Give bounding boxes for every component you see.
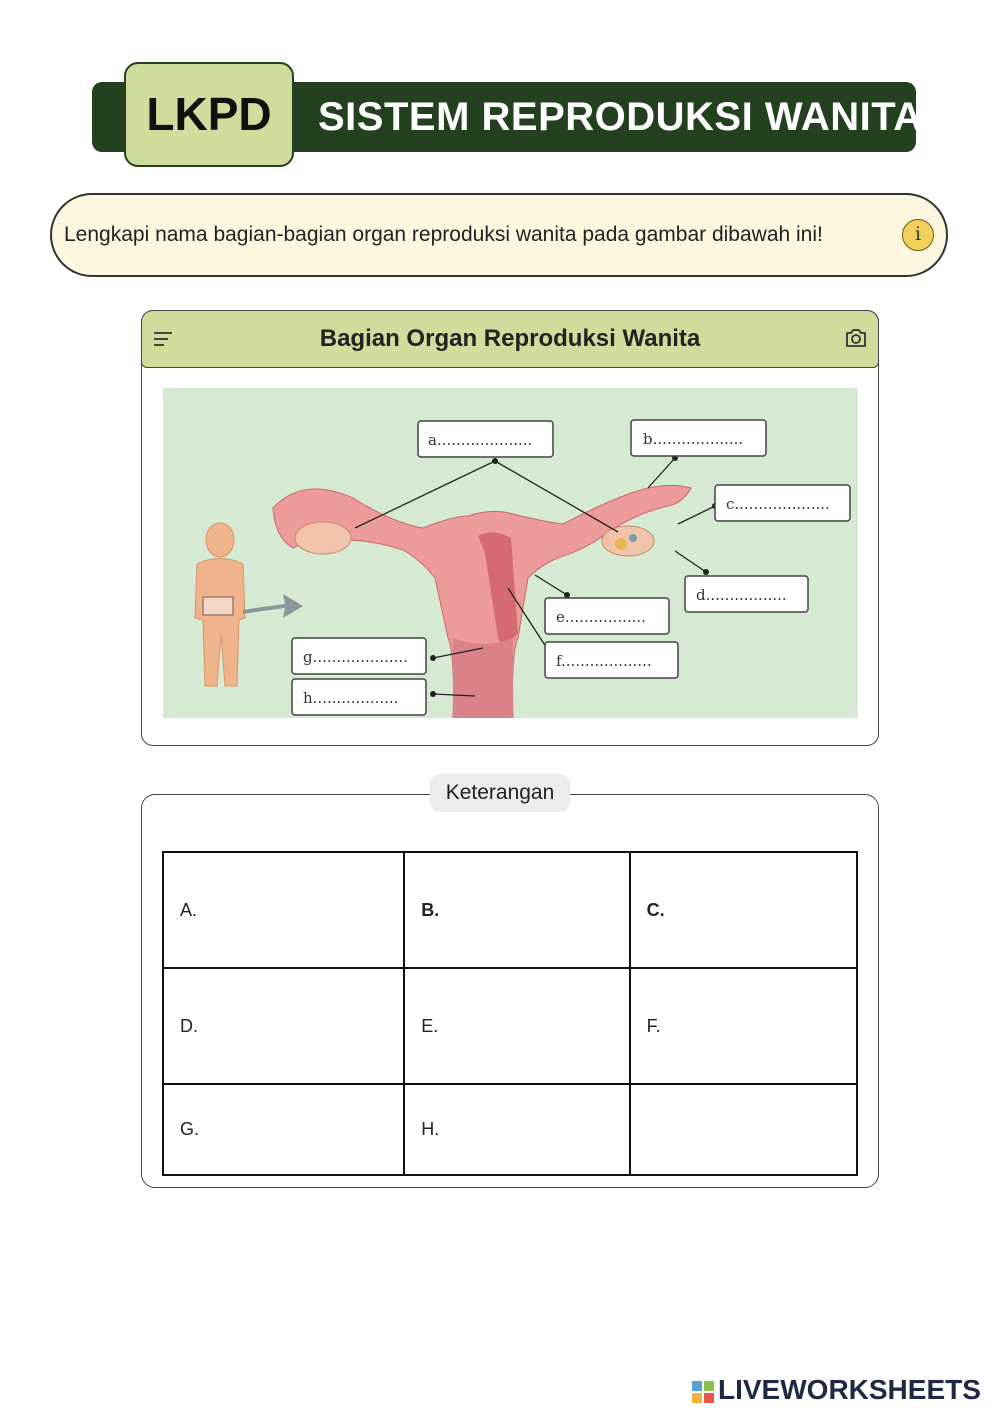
liveworksheets-logo <box>692 1373 981 1407</box>
label-box-h[interactable] <box>292 679 426 715</box>
lkpd-badge: LKPD <box>124 62 294 167</box>
svg-text:e.................: e................. <box>556 608 646 626</box>
figure-title: Bagian Organ Reproduksi Wanita <box>319 325 701 352</box>
table-row <box>163 852 857 968</box>
logo-text: LIVEWORKSHEETS <box>718 1374 981 1405</box>
svg-text:h..................: h.................. <box>303 689 399 707</box>
svg-text:f...................: f................... <box>556 652 652 670</box>
answer-cell-d[interactable]: D. <box>163 968 404 1084</box>
page-title: SISTEM REPRODUKSI WANITA <box>318 95 923 139</box>
answer-cell-a[interactable]: A. <box>163 852 404 968</box>
empty-cell <box>630 1084 857 1175</box>
camera-icon[interactable] <box>844 327 868 349</box>
info-icon[interactable]: i <box>902 219 934 251</box>
svg-text:b...................: b................... <box>643 430 744 448</box>
answer-cell-f[interactable]: F. <box>630 968 857 1084</box>
reproductive-organ-diagram <box>163 388 858 718</box>
liveworksheets-logo-icon <box>692 1381 714 1403</box>
answer-cell-b[interactable]: B. <box>404 852 629 968</box>
table-row <box>163 1084 857 1175</box>
instruction-box <box>50 193 948 277</box>
svg-text:a....................: a.................... <box>428 431 533 449</box>
legend-table <box>162 851 858 1176</box>
answer-cell-e[interactable]: E. <box>404 968 629 1084</box>
instruction-text: Lengkapi nama bagian-bagian organ reproduksi wanita pada gambar dibawah ini! <box>64 223 823 246</box>
legend-title: Keterangan <box>430 774 570 812</box>
label-box-g[interactable] <box>292 638 426 674</box>
answer-cell-c[interactable]: C. <box>630 852 857 968</box>
label-box-d[interactable] <box>685 576 808 612</box>
label-box-b[interactable] <box>631 420 766 456</box>
answer-cell-g[interactable]: G. <box>163 1084 404 1175</box>
svg-text:g....................: g.................... <box>303 648 408 666</box>
table-row <box>163 968 857 1084</box>
label-box-f[interactable] <box>545 642 678 678</box>
figure-header <box>141 310 879 368</box>
label-box-a[interactable] <box>418 421 553 457</box>
label-box-e[interactable] <box>545 598 669 634</box>
svg-text:c....................: c.................... <box>726 495 830 513</box>
answer-cell-h[interactable]: H. <box>404 1084 629 1175</box>
svg-text:d.................: d................. <box>696 586 787 604</box>
label-box-c[interactable] <box>715 485 850 521</box>
